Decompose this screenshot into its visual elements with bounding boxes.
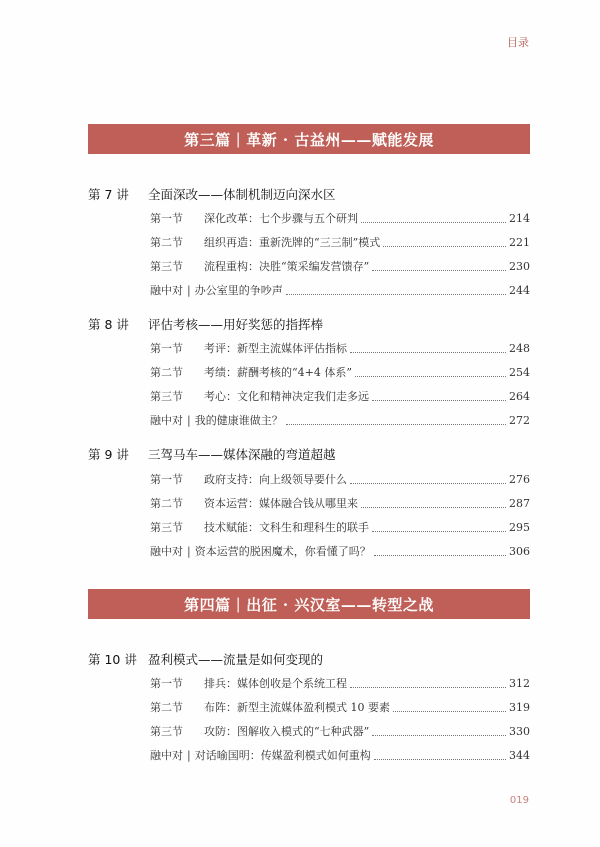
dot-leader	[361, 222, 506, 223]
chapter-heading	[88, 650, 530, 668]
chapter-number: 第 7 讲	[88, 187, 129, 202]
page-number-footer: 019	[509, 795, 529, 806]
toc-entry[interactable]	[150, 234, 530, 252]
section-title: 对话喻国明：传媒盈利模式如何重构	[194, 749, 371, 762]
toc-entry[interactable]	[150, 412, 530, 430]
section-label: 第三节	[150, 390, 183, 403]
section-label: 第三节	[150, 725, 183, 738]
page-number: 319	[509, 701, 530, 714]
section-header: 目录	[507, 36, 529, 49]
section-label: 第二节	[150, 497, 183, 510]
toc-entry[interactable]	[150, 471, 530, 489]
page-number: 244	[509, 284, 530, 297]
toc-entry[interactable]	[150, 210, 530, 228]
chapter-number: 第 10 讲	[88, 652, 137, 667]
part-subtitle: 出征 · 兴汉室——转型之战	[246, 595, 434, 614]
chapter-title: 盈利模式——流量是如何变现的	[148, 652, 324, 667]
dialogue-label: 融中对	[150, 545, 183, 558]
toc-entry[interactable]	[150, 519, 530, 537]
section-title: 布阵：新型主流媒体盈利模式 10 要素	[204, 701, 390, 714]
part-number: 第三篇	[184, 130, 231, 149]
label-separator: |	[187, 749, 191, 762]
page-number: 221	[509, 236, 530, 249]
section-label: 第一节	[150, 342, 183, 355]
toc-entry[interactable]	[150, 340, 530, 358]
dot-leader	[350, 483, 506, 484]
section-title: 考绩：薪酬考核的“4+4 体系”	[204, 366, 352, 379]
section-title: 攻防：图解收入模式的“七种武器”	[204, 725, 370, 738]
page-number: 276	[509, 473, 530, 486]
toc-entry[interactable]	[150, 747, 530, 765]
page-number: 272	[509, 414, 530, 427]
dot-leader	[374, 555, 506, 556]
chapter-heading	[88, 315, 530, 333]
dot-leader	[372, 270, 506, 271]
dialogue-label: 融中对	[150, 749, 183, 762]
section-title: 深化改革：七个步骤与五个研判	[204, 212, 358, 225]
dot-leader	[372, 531, 506, 532]
section-title: 技术赋能：文科生和理科生的联手	[204, 521, 369, 534]
section-title: 考评：新型主流媒体评估指标	[204, 342, 347, 355]
dot-leader	[374, 759, 506, 760]
toc-entry[interactable]	[150, 364, 530, 382]
dot-leader	[286, 424, 506, 425]
dialogue-label: 融中对	[150, 414, 183, 427]
section-label: 第一节	[150, 473, 183, 486]
page-number: 248	[509, 342, 530, 355]
toc-entry[interactable]	[150, 282, 530, 300]
page-number: 330	[509, 725, 530, 738]
label-separator: |	[187, 414, 191, 427]
toc-entry[interactable]	[150, 388, 530, 406]
section-label: 第二节	[150, 236, 183, 249]
page-number: 295	[509, 521, 530, 534]
toc-entry[interactable]	[150, 495, 530, 513]
section-label: 第三节	[150, 260, 183, 273]
part-separator: |	[235, 130, 242, 148]
chapter-heading	[88, 185, 530, 203]
chapter-number: 第 8 讲	[88, 317, 129, 332]
label-separator: |	[187, 284, 191, 297]
part-subtitle: 革新 · 古益州——赋能发展	[246, 130, 434, 149]
section-label: 第二节	[150, 701, 183, 714]
toc-entry[interactable]	[150, 258, 530, 276]
chapter-title: 评估考核——用好奖惩的指挥棒	[148, 317, 324, 332]
chapter-title: 全面深改——体制机制迈向深水区	[148, 187, 336, 202]
toc-entry[interactable]	[150, 723, 530, 741]
toc-entry[interactable]	[150, 543, 530, 561]
part-title-bar	[88, 124, 530, 154]
section-title: 办公室里的争吵声	[194, 284, 283, 297]
dot-leader	[286, 294, 506, 295]
section-title: 考心：文化和精神决定我们走多远	[204, 390, 369, 403]
section-title: 政府支持：向上级领导要什么	[204, 473, 347, 486]
page-number: 344	[509, 749, 530, 762]
page-number: 312	[509, 677, 530, 690]
dot-leader	[361, 507, 506, 508]
section-label: 第三节	[150, 521, 183, 534]
page-number: 287	[509, 497, 530, 510]
part-number: 第四篇	[184, 595, 231, 614]
dot-leader	[383, 246, 506, 247]
page-number: 214	[509, 212, 530, 225]
toc-entry[interactable]	[150, 699, 530, 717]
dot-leader	[355, 376, 506, 377]
section-title: 组织再造：重新洗牌的“三三制”模式	[204, 236, 381, 249]
dot-leader	[393, 711, 506, 712]
dot-leader	[350, 687, 506, 688]
section-title: 资本运营的脱困魔术，你看懂了吗？	[194, 545, 371, 558]
section-label: 第一节	[150, 212, 183, 225]
section-title: 流程重构：决胜“策采编发营馈存”	[204, 260, 370, 273]
dot-leader	[350, 352, 506, 353]
dot-leader	[372, 735, 506, 736]
chapter-heading	[88, 445, 530, 463]
chapter-number: 第 9 讲	[88, 447, 129, 462]
section-title: 我的健康谁做主？	[194, 414, 283, 427]
dialogue-label: 融中对	[150, 284, 183, 297]
section-label: 第二节	[150, 366, 183, 379]
section-label: 第一节	[150, 677, 183, 690]
chapter-title: 三驾马车——媒体深融的弯道超越	[148, 447, 336, 462]
dot-leader	[372, 400, 506, 401]
page-number: 230	[509, 260, 530, 273]
section-title: 资本运营：媒体融合钱从哪里来	[204, 497, 358, 510]
part-separator: |	[235, 595, 242, 613]
label-separator: |	[187, 545, 191, 558]
toc-entry[interactable]	[150, 675, 530, 693]
page-number: 306	[509, 545, 530, 558]
page-number: 264	[509, 390, 530, 403]
section-title: 排兵：媒体创收是个系统工程	[204, 677, 347, 690]
page-number: 254	[509, 366, 530, 379]
part-title-bar	[88, 589, 530, 619]
